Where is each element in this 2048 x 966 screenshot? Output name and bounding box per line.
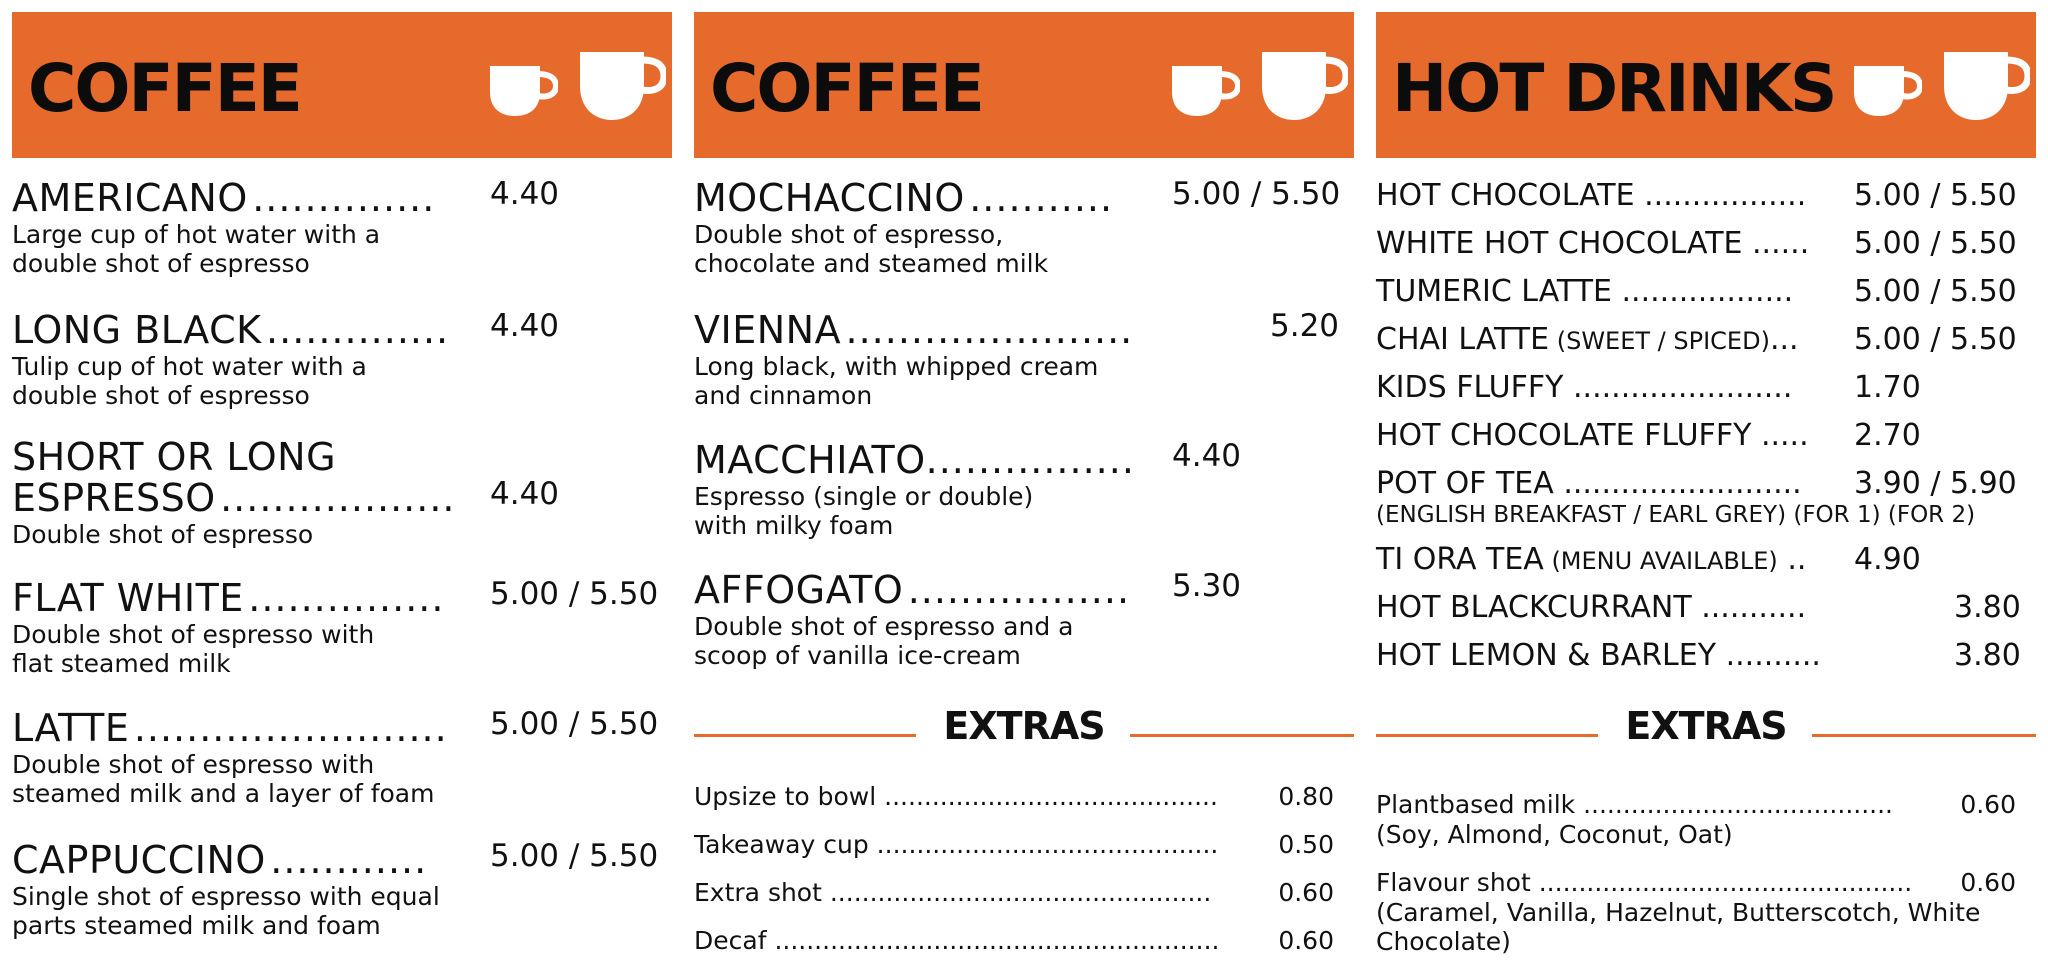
item-price: 5.00 / 5.50 [490, 838, 659, 874]
leader-dots: ................. [1634, 178, 1807, 213]
leader-dots: ..... [1751, 418, 1809, 453]
leader-dots: ............... [248, 576, 445, 620]
leader-dots: ........... [1691, 590, 1807, 625]
leader-dots: ........................................... [876, 830, 1219, 859]
item-description: Double shot of espresso and a scoop of vanilla ice-cream [694, 612, 1074, 670]
small-cup-icon [1852, 62, 1922, 118]
leader-dots: .......................................... [884, 782, 1218, 811]
item-price: 4.40 [490, 476, 560, 512]
small-cup-icon [488, 62, 558, 118]
extra-price: 0.60 [1278, 926, 1334, 955]
extras-divider-right [1812, 734, 2036, 737]
item-name: WHITE HOT CHOCOLATE [1376, 226, 1743, 261]
item-price: 3.80 [1954, 590, 2021, 625]
leader-dots: .. [1777, 542, 1807, 577]
item-description: Double shot of espresso, chocolate and steamed milk [694, 220, 1049, 278]
menu-item [12, 435, 672, 549]
extra-price: 0.60 [1960, 790, 2016, 819]
extra-name: Decaf [694, 926, 767, 955]
menu-column-coffee-1 [12, 12, 672, 940]
extra-name: Flavour shot [1376, 868, 1531, 897]
item-price: 5.20 [1270, 308, 1340, 344]
item-price: 5.00 / 5.50 [1854, 226, 2017, 261]
extra-price: 0.60 [1960, 868, 2016, 897]
leader-dots: ...................... [845, 308, 1134, 352]
leader-dots: ............................................... [1530, 868, 1913, 897]
item-name: HOT CHOCOLATE FLUFFY [1376, 418, 1752, 453]
item-name: AFFOGATO [694, 568, 904, 612]
item-name: POT OF TEA [1376, 466, 1554, 501]
extra-name: Takeaway cup [694, 830, 869, 859]
item-price: 5.00 / 5.50 [490, 576, 659, 612]
item-description: Tulip cup of hot water with a double shot of espresso [12, 352, 367, 410]
item-price: 4.40 [1172, 438, 1242, 474]
extra-name: Plantbased milk [1376, 790, 1576, 819]
leader-dots: .............. [266, 308, 450, 352]
leader-dots: ................. [907, 568, 1131, 612]
section-title: HOT DRINKS [1392, 50, 1836, 127]
menu-column-hot-drinks [1376, 12, 2036, 956]
menu-item [12, 576, 672, 678]
small-cup-icon [1170, 62, 1240, 118]
leader-dots: ....................... [1563, 370, 1793, 405]
large-cup-icon [1260, 48, 1348, 122]
item-description: Espresso (single or double) with milky foam [694, 482, 1034, 540]
menu-item [12, 176, 672, 278]
section-title: COFFEE [28, 50, 301, 127]
menu-item [12, 838, 672, 940]
item-price: 3.80 [1954, 638, 2021, 673]
item-name: CAPPUCCINO [12, 838, 266, 882]
item-price: 2.70 [1854, 418, 1921, 453]
menu-item [694, 438, 1354, 540]
extras-header [694, 704, 1354, 754]
item-description: Double shot of espresso [12, 520, 314, 549]
leader-dots: ................................................ [829, 878, 1212, 907]
item-price: 1.70 [1854, 370, 1921, 405]
item-price: 4.90 [1854, 542, 1921, 577]
item-name: TUMERIC LATTE [1376, 274, 1612, 309]
item-price: 5.00 / 5.50 [1172, 176, 1341, 212]
leader-dots: .................. [1611, 274, 1794, 309]
section-header [694, 12, 1354, 158]
leader-dots: ........................ [133, 706, 448, 750]
menu-item [694, 568, 1354, 670]
extras-divider-right [1130, 734, 1354, 737]
extras-title: EXTRAS [943, 704, 1105, 748]
menu-item [12, 706, 672, 808]
section-header [12, 12, 672, 158]
menu-item [694, 308, 1354, 410]
leader-dots: .............. [252, 176, 436, 220]
extra-options: (Soy, Almond, Coconut, Oat) [1376, 820, 1733, 849]
item-name: HOT CHOCOLATE [1376, 178, 1635, 213]
item-price: 5.00 / 5.50 [490, 706, 659, 742]
extra-price: 0.50 [1278, 830, 1334, 859]
extras-title: EXTRAS [1625, 704, 1787, 748]
item-description: Single shot of espresso with equal parts steamed milk and foam [12, 882, 440, 940]
menu-item [694, 176, 1354, 278]
item-price: 4.40 [490, 176, 560, 212]
item-description: Large cup of hot water with a double shot of espresso [12, 220, 381, 278]
item-name: HOT LEMON & BARLEY [1376, 638, 1717, 673]
item-name: FLAT WHITE [12, 576, 244, 620]
leader-dots: .......... [1716, 638, 1821, 673]
item-price: 5.00 / 5.50 [1854, 274, 2017, 309]
leader-dots: .................. [220, 476, 456, 520]
item-description: Double shot of espresso with flat steamed milk [12, 620, 375, 678]
item-name: HOT BLACKCURRANT [1376, 590, 1692, 625]
section-header [1376, 12, 2036, 158]
leader-dots: ....................................... [1575, 790, 1893, 819]
item-name: MOCHACCINO [694, 176, 965, 220]
item-price: 3.90 / 5.90 [1854, 466, 2017, 501]
extra-name: Upsize to bowl [694, 782, 877, 811]
leader-dots: ................ [925, 438, 1135, 482]
item-name-line-2: ESPRESSO [12, 476, 216, 520]
menu-column-coffee-2 [694, 12, 1354, 955]
extras-header [1376, 704, 2036, 754]
section-title: COFFEE [710, 50, 983, 127]
item-name: VIENNA [694, 308, 842, 352]
leader-dots: ............ [270, 838, 428, 882]
leader-dots: ...... [1742, 226, 1810, 261]
leader-dots: ........................................................ [774, 926, 1220, 955]
item-note: (MENU AVAILABLE) [1543, 547, 1778, 575]
item-description: Double shot of espresso with steamed milk and a layer of foam [12, 750, 435, 808]
item-name: SHORT OR LONG [12, 435, 337, 479]
leader-dots: ........... [969, 176, 1114, 220]
item-price: 5.00 / 5.50 [1854, 322, 2017, 357]
menu-item [12, 308, 672, 410]
extra-name: Extra shot [694, 878, 822, 907]
item-price: 4.40 [490, 308, 560, 344]
item-name: TI ORA TEA [1376, 542, 1544, 577]
item-name: KIDS FLUFFY [1376, 370, 1564, 405]
large-cup-icon [1942, 48, 2030, 122]
extra-price: 0.60 [1278, 878, 1334, 907]
item-name: AMERICANO [12, 176, 248, 220]
large-cup-icon [578, 48, 666, 122]
item-options: (ENGLISH BREAKFAST / EARL GREY) (FOR 1) (FOR 2) [1376, 502, 1976, 528]
item-name: LATTE [12, 706, 130, 750]
item-name: CHAI LATTE [1376, 322, 1550, 357]
leader-dots: ... [1769, 322, 1799, 357]
item-name: LONG BLACK [12, 308, 262, 352]
extra-price: 0.80 [1278, 782, 1334, 811]
item-description: Long black, with whipped cream and cinnamon [694, 352, 1099, 410]
item-price: 5.30 [1172, 568, 1242, 604]
item-price: 5.00 / 5.50 [1854, 178, 2017, 213]
item-name: MACCHIATO [694, 438, 926, 482]
item-note: (SWEET / SPICED) [1549, 327, 1770, 355]
extra-options: (Caramel, Vanilla, Hazelnut, Butterscotch, White Chocolate) [1376, 898, 1981, 956]
leader-dots: ......................... [1553, 466, 1802, 501]
